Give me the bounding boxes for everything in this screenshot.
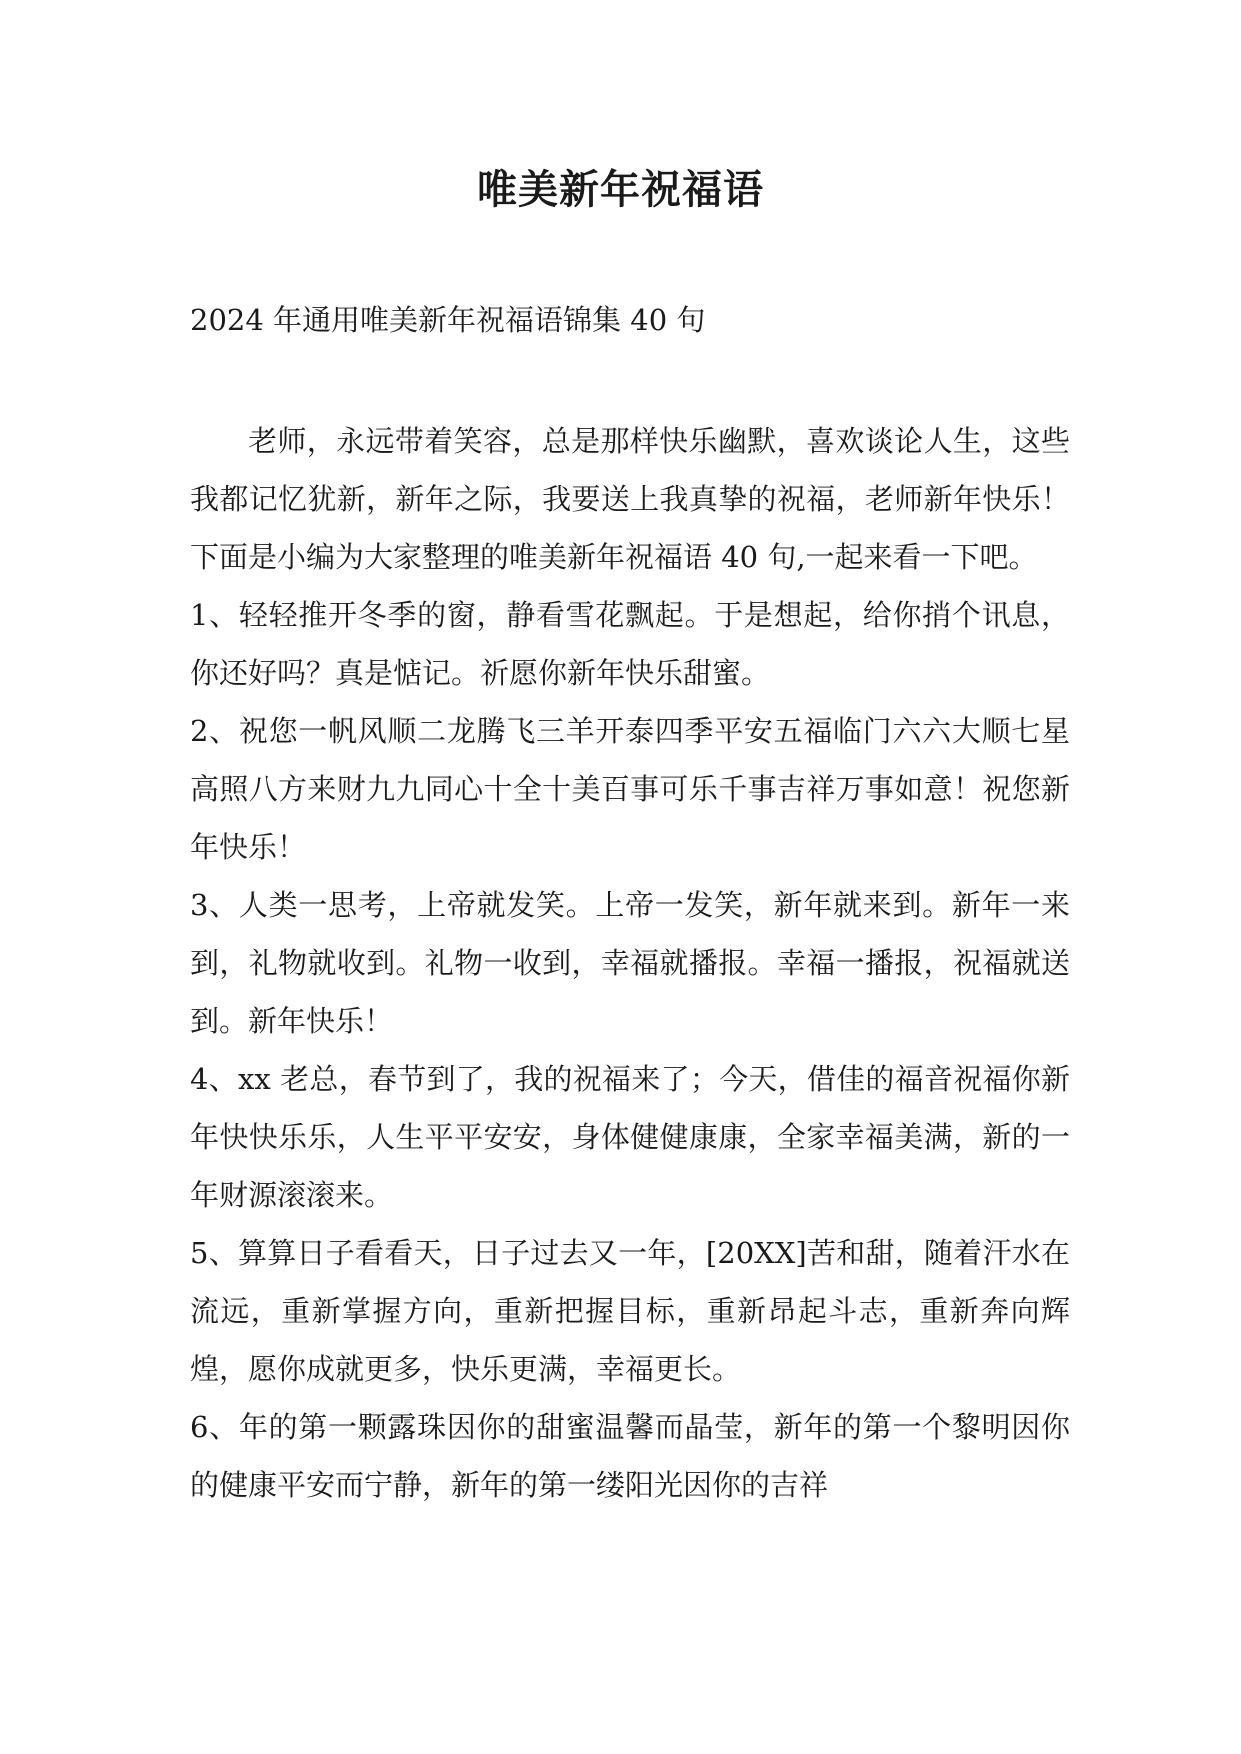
list-item: 4、xx 老总，春节到了，我的祝福来了；今天，借佳的福音祝福你新年快快乐乐，人生平平安安，身体健健康康，全家幸福美满，新的一年财源滚滚来。 xyxy=(190,1062,1070,1212)
document-title: 唯美新年祝福语 xyxy=(477,166,764,213)
document-body xyxy=(190,412,1070,1514)
intro-paragraph: 老师，永远带着笑容，总是那样快乐幽默，喜欢谈论人生，这些我都记忆犹新，新年之际，我要送上我真挚的祝福，老师新年快乐！下面是小编为大家整理的唯美新年祝福语 40 句,一起来看一下吧。 xyxy=(190,424,1070,574)
list-item: 2、祝您一帆风顺二龙腾飞三羊开泰四季平安五福临门六六大顺七星高照八方来财九九同心十全十美百事可乐千事吉祥万事如意！祝您新年快乐！ xyxy=(190,714,1070,864)
list-item: 5、算算日子看看天，日子过去又一年，[20XX]苦和甜，随着汗水在流远，重新掌握方向，重新把握目标，重新昂起斗志，重新奔向辉煌，愿你成就更多，快乐更满，幸福更长。 xyxy=(190,1236,1070,1386)
document-subtitle: 2024 年通用唯美新年祝福语锦集 40 句 xyxy=(190,303,706,337)
list-item: 3、人类一思考，上帝就发笑。上帝一发笑，新年就来到。新年一来到，礼物就收到。礼物一收到，幸福就播报。幸福一播报，祝福就送到。新年快乐！ xyxy=(190,888,1070,1038)
list-item: 6、年的第一颗露珠因你的甜蜜温馨而晶莹，新年的第一个黎明因你的健康平安而宁静，新年的第一缕阳光因你的吉祥 xyxy=(190,1410,1070,1502)
list-item: 1、轻轻推开冬季的窗，静看雪花飘起。于是想起，给你捎个讯息，你还好吗？真是惦记。祈愿你新年快乐甜蜜。 xyxy=(190,598,1070,690)
